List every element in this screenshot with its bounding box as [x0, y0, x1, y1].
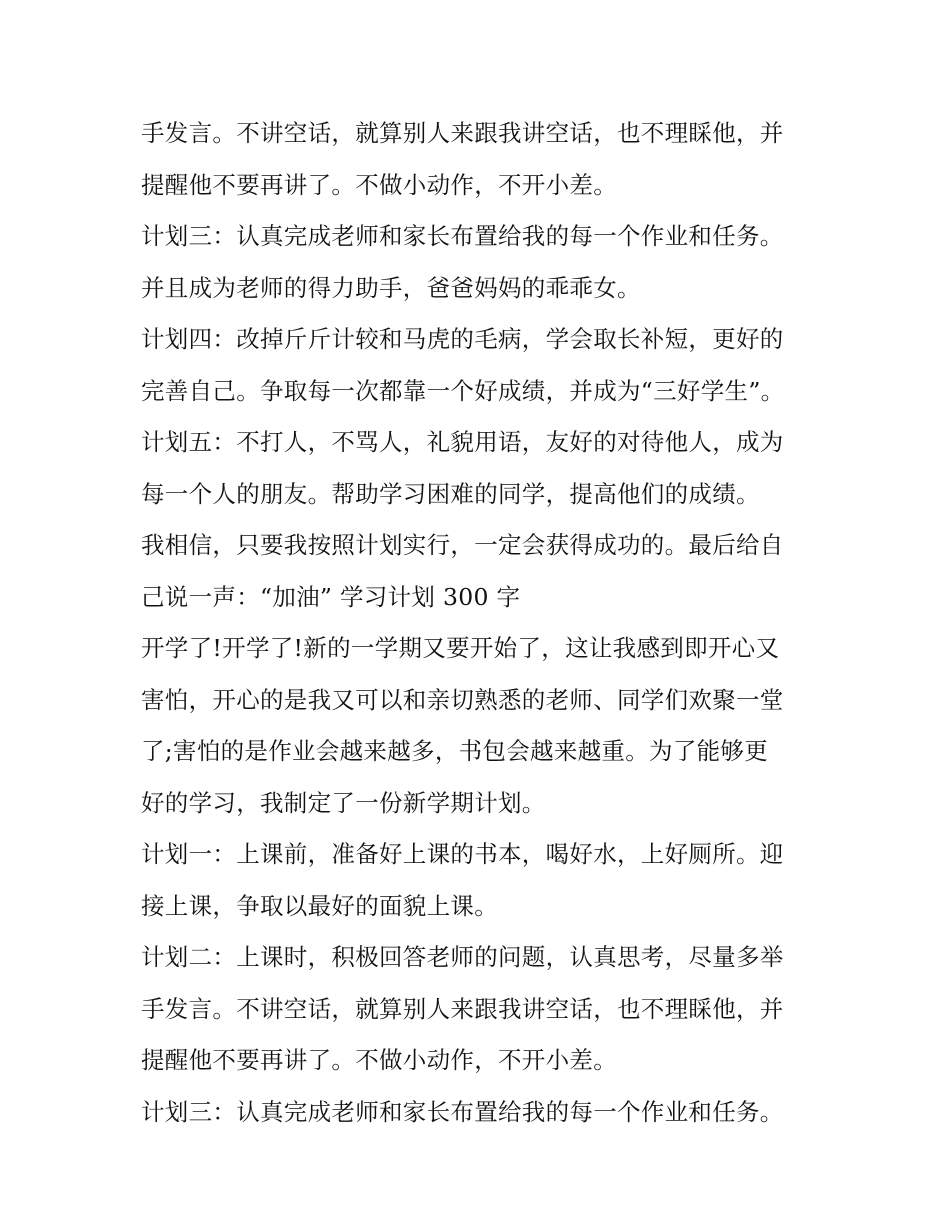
text-line: 手发言。不讲空话，就算别人来跟我讲空话，也不理睬他，并 — [141, 119, 784, 147]
text-line: 手发言。不讲空话，就算别人来跟我讲空话，也不理睬他，并 — [141, 994, 784, 1023]
text-line: 计划三：认真完成老师和家长布置给我的每一个作业和任务。 — [141, 1097, 784, 1126]
text-line: 计划五：不打人，不骂人，礼貌用语，友好的对待他人，成为 — [141, 428, 784, 456]
text-line: 并且成为老师的得力助手，爸爸妈妈的乖乖女。 — [141, 273, 641, 302]
text-line: 计划二：上课时，积极回答老师的问题，认真思考，尽量多举 — [141, 943, 784, 971]
document-body — [141, 108, 821, 1138]
text-line: 了;害怕的是作业会越来越多，书包会越来越重。为了能够更 — [141, 737, 769, 765]
text-line: 计划一：上课前，准备好上课的书本，喝好水，上好厕所。迎 — [141, 840, 784, 868]
text-line: 完善自己。争取每一次都靠一个好成绩，并成为“三好学生”。 — [141, 376, 785, 405]
text-line: 计划三：认真完成老师和家长布置给我的每一个作业和任务。 — [141, 222, 784, 250]
text-line: 己说一声：“加油” 学习计划 300 字 — [141, 582, 521, 611]
text-line: 害怕，开心的是我又可以和亲切熟悉的老师、同学们欢聚一堂 — [141, 685, 784, 714]
text-line: 我相信，只要我按照计划实行，一定会获得成功的。最后给自 — [141, 531, 784, 559]
text-line: 计划四：改掉斤斤计较和马虎的毛病，学会取长补短，更好的 — [141, 325, 784, 353]
text-line: 每一个人的朋友。帮助学习困难的同学，提高他们的成绩。 — [141, 479, 760, 508]
text-line: 好的学习，我制定了一份新学期计划。 — [141, 788, 546, 817]
text-line: 提醒他不要再讲了。不做小动作，不开小差。 — [141, 1046, 617, 1074]
text-line: 提醒他不要再讲了。不做小动作，不开小差。 — [141, 170, 617, 199]
text-line: 接上课，争取以最好的面貌上课。 — [141, 891, 498, 920]
text-line: 开学了!开学了!新的一学期又要开始了，这让我感到即开心又 — [141, 634, 780, 662]
